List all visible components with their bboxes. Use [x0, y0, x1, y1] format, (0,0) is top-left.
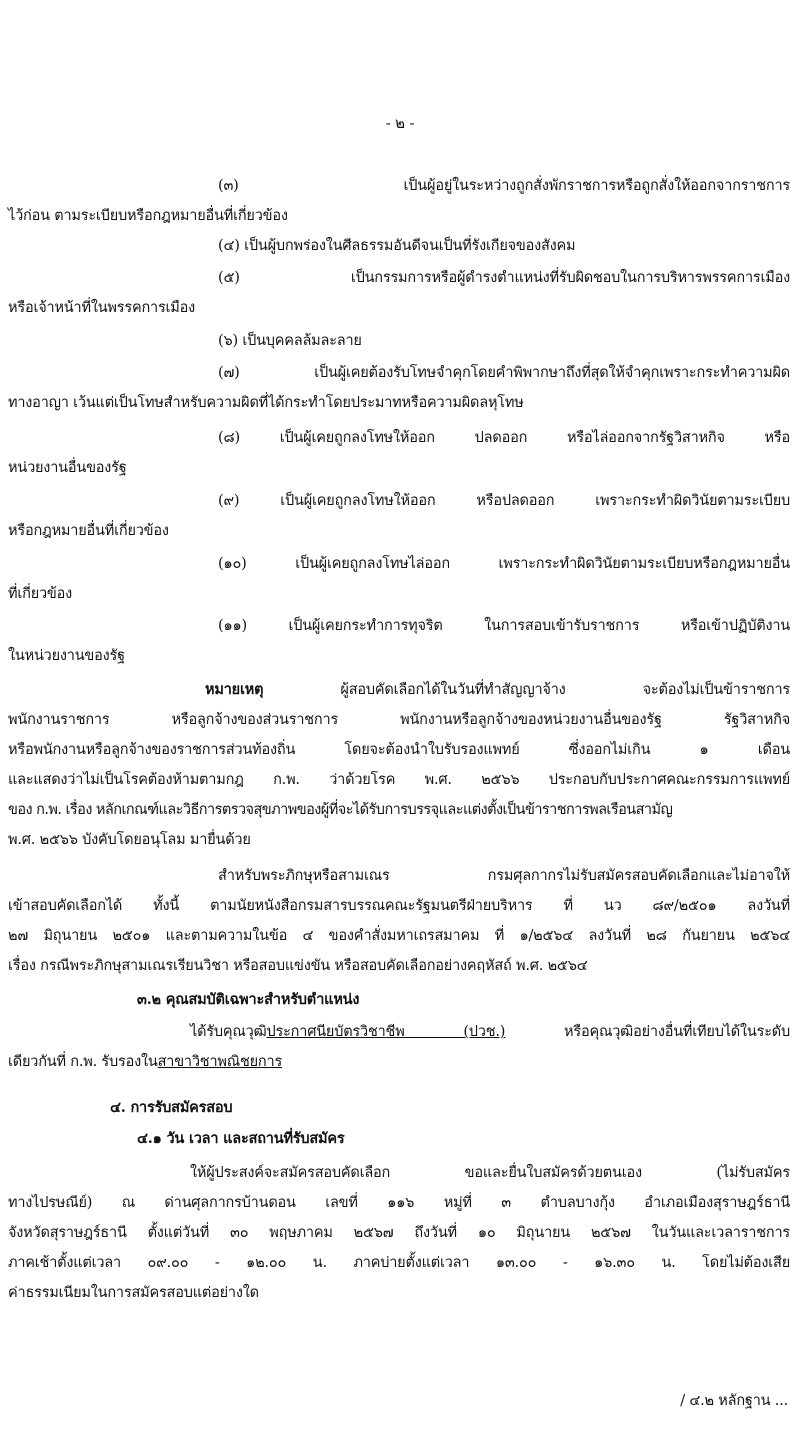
section-4-heading: ๔. การรับสมัครสอบ	[110, 1099, 233, 1116]
criteria-3-line-2: ไว้ก่อน ตามระเบียบหรือกฎหมายอื่นที่เกี่ยวข้อง	[8, 208, 288, 224]
page-number: - ๒ -	[385, 114, 415, 132]
criteria-9-line-1: (๙) เป็นผู้เคยถูกลงโทษให้ออก หรือปลดออก เพราะกระทำผิดวินัยตามระเบียบ	[218, 493, 790, 509]
section-3-2-heading: ๓.๒ คุณสมบัติเฉพาะสำหรับตำแหน่ง	[137, 991, 360, 1008]
criteria-7-line-2: ทางอาญา เว้นแต่เป็นโทษสำหรับความผิดที่ได้กระทำโดยประมาทหรือความผิดลหุโทษ	[8, 395, 524, 411]
criteria-9-line-2: หรือกฎหมายอื่นที่เกี่ยวข้อง	[8, 523, 169, 539]
section-3-2-line-1	[190, 1022, 790, 1042]
note-line-2: พนักงานราชการ หรือลูกจ้างของส่วนราชการ พนักงานหรือลูกจ้างของหน่วยงานอื่นของรัฐ รัฐวิสาหกิจ	[8, 712, 790, 728]
monk-line-2: เข้าสอบคัดเลือกได้ ทั้งนี้ ตามนัยหนังสือกรมสารบรรณคณะรัฐมนตรีฝ่ายบริหาร ที่ นว ๘๙/๒๕๐๑ ลงวันที่	[8, 898, 790, 914]
note-line-1	[205, 680, 790, 700]
criteria-5-line-1: (๕) เป็นกรรมการหรือผู้ดำรงตำแหน่งที่รับผิดชอบในการบริหารพรรคการเมือง	[218, 270, 790, 286]
section-4-1-heading: ๔.๑ วัน เวลา และสถานที่รับสมัคร	[137, 1130, 345, 1147]
criteria-10-line-1: (๑๐) เป็นผู้เคยถูกลงโทษไล่ออก เพราะกระทำผิดวินัยตามระเบียบหรือกฎหมายอื่น	[218, 556, 790, 572]
monk-line-4: เรื่อง กรณีพระภิกษุสามเณรเรียนวิชา หรือสอบแข่งขัน หรือสอบคัดเลือกอย่างคฤหัสถ์ พ.ศ. ๒๕๖๔	[8, 958, 588, 974]
qualification-prefix: ได้รับคุณวุฒิ	[190, 1024, 267, 1040]
criteria-8-line-2: หน่วยงานอื่นของรัฐ	[8, 460, 127, 476]
section-4-1-line-5: ค่าธรรมเนียมในการสมัครสอบแต่อย่างใด	[8, 1285, 259, 1301]
section-4-1-line-2: ทางไปรษณีย์) ณ ด่านศุลกากรบ้านดอน เลขที่ ๑๑๖ หมู่ที่ ๓ ตำบลบางกุ้ง อำเภอเมืองสุราษฎร์ธานี	[8, 1195, 790, 1211]
monk-line-1: สำหรับพระภิกษุหรือสามเณร กรมศุลกากรไม่รับสมัครสอบคัดเลือกและไม่อาจให้	[218, 868, 790, 884]
qualification-field: สาขาวิชาพณิชยการ	[157, 1054, 283, 1070]
criteria-8-line-1: (๘) เป็นผู้เคยถูกลงโทษให้ออก ปลดออก หรือไล่ออกจากรัฐวิสาหกิจ หรือ	[218, 430, 790, 446]
note-line-4: และแสดงว่าไม่เป็นโรคต้องห้ามตามกฎ ก.พ. ว่าด้วยโรค พ.ศ. ๒๕๖๖ ประกอบกับประกาศคณะกรรมการแพทย์	[8, 772, 790, 788]
note-label: หมายเหตุ	[205, 681, 264, 698]
criteria-11-line-1: (๑๑) เป็นผู้เคยกระทำการทุจริต ในการสอบเข้ารับราชการ หรือเข้าปฏิบัติงาน	[218, 618, 790, 634]
criteria-6: (๖) เป็นบุคคลล้มละลาย	[218, 333, 362, 349]
note-line-1-text: ผู้สอบคัดเลือกได้ในวันที่ทำสัญญาจ้าง จะต้องไม่เป็นข้าราชการ	[340, 682, 790, 698]
qualification-diploma: ประกาศนียบัตรวิชาชีพ (ปวช.)	[266, 1024, 506, 1040]
note-line-6: พ.ศ. ๒๕๖๖ บังคับโดยอนุโลม มายื่นด้วย	[8, 832, 251, 848]
note-line-3: หรือพนักงานหรือลูกจ้างของราชการส่วนท้องถิ่น โดยจะต้องนำใบรับรองแพทย์ ซึ่งออกไม่เกิน ๑ เดือน	[8, 742, 790, 758]
section-4-1-line-1: ให้ผู้ประสงค์จะสมัครสอบคัดเลือก ขอและยื่นใบสมัครด้วยตนเอง (ไม่รับสมัคร	[190, 1165, 790, 1181]
continuation-marker: / ๔.๒ หลักฐาน ...	[680, 1393, 788, 1409]
criteria-10-line-2: ที่เกี่ยวข้อง	[8, 586, 73, 602]
criteria-11-line-2: ในหน่วยงานของรัฐ	[8, 648, 125, 664]
qualification-line-2-prefix: เดียวกันที่ ก.พ. รับรองใน	[8, 1054, 158, 1070]
note-line-5: ของ ก.พ. เรื่อง หลักเกณฑ์และวิธีการตรวจสุขภาพของผู้ที่จะได้รับการบรรจุและแต่งตั้งเป็นข้าราชการพลเรือนสามัญ	[8, 802, 673, 818]
section-4-1-line-4: ภาคเช้าตั้งแต่เวลา ๐๙.๐๐ - ๑๒.๐๐ น. ภาคบ่ายตั้งแต่เวลา ๑๓.๐๐ - ๑๖.๓๐ น. โดยไม่ต้องเสีย	[8, 1255, 790, 1271]
section-4-1-line-3: จังหวัดสุราษฎร์ธานี ตั้งแต่วันที่ ๓๐ พฤษภาคม ๒๕๖๗ ถึงวันที่ ๑๐ มิถุนายน ๒๕๖๗ ในวันและเวลาราชการ	[8, 1225, 790, 1241]
qualification-suffix: หรือคุณวุฒิอย่างอื่นที่เทียบได้ในระดับ	[505, 1024, 790, 1040]
criteria-7-line-1: (๗) เป็นผู้เคยต้องรับโทษจำคุกโดยคำพิพากษาถึงที่สุดให้จำคุกเพราะกระทำความผิด	[218, 365, 790, 381]
criteria-3-line-1: (๓) เป็นผู้อยู่ในระหว่างถูกสั่งพักราชการหรือถูกสั่งให้ออกจากราชการ	[218, 178, 790, 194]
section-3-2-line-2	[8, 1052, 282, 1072]
criteria-5-line-2: หรือเจ้าหน้าที่ในพรรคการเมือง	[8, 300, 196, 316]
monk-line-3: ๒๗ มิถุนายน ๒๕๐๑ และตามความในข้อ ๔ ของคำสั่งมหาเถรสมาคม ที่ ๑/๒๕๖๔ ลงวันที่ ๒๘ กันยายน ๒๕๖๔	[8, 928, 790, 944]
criteria-4: (๔) เป็นผู้บกพร่องในศีลธรรมอันดีจนเป็นที่รังเกียจของสังคม	[218, 238, 576, 254]
